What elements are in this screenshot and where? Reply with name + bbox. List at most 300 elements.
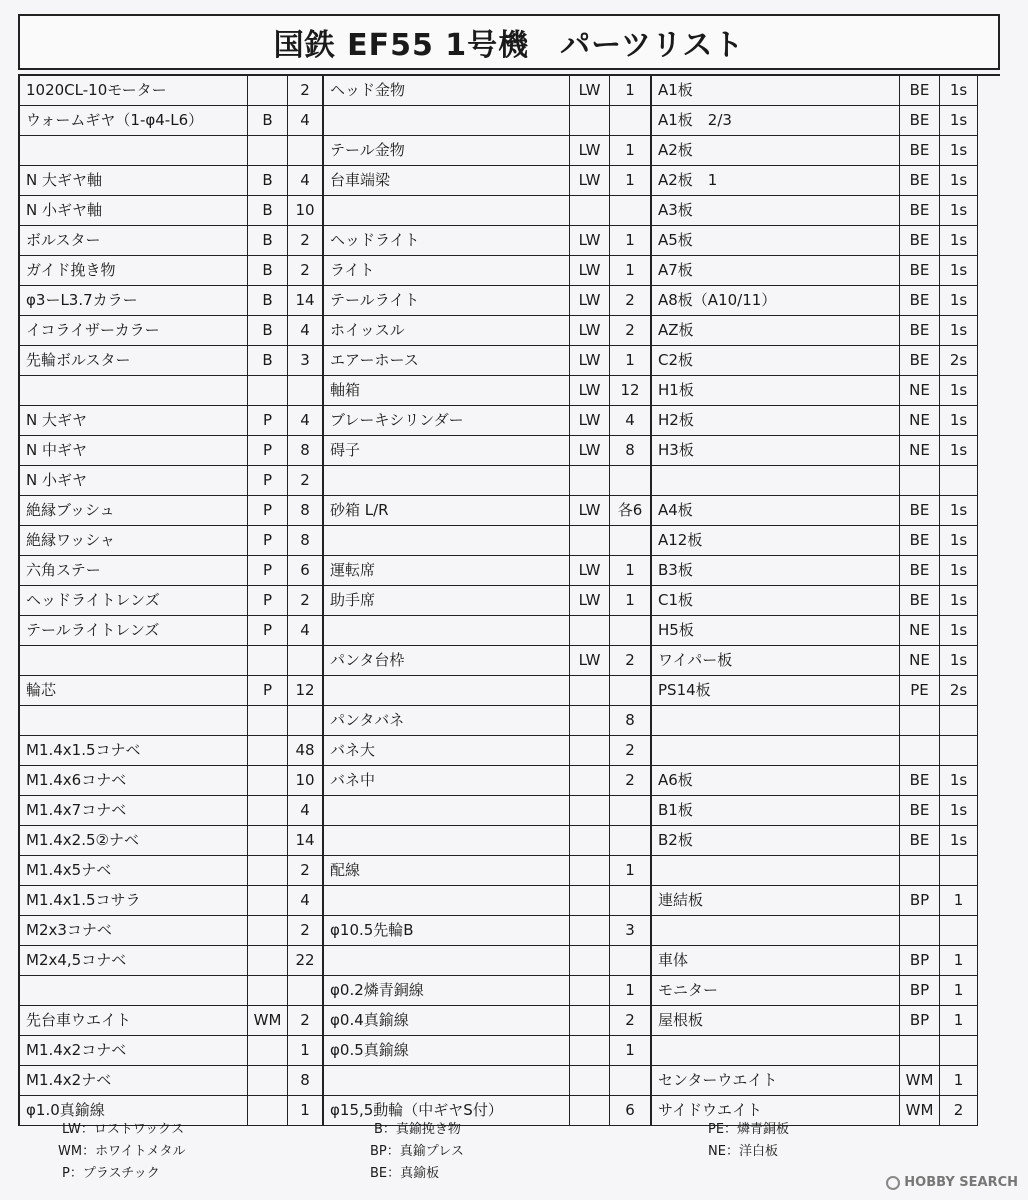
part-name-cell: サイドウエイト <box>652 1096 900 1126</box>
part-qty-cell: 2s <box>940 676 978 706</box>
part-qty-cell: 1 <box>288 1096 324 1126</box>
part-name-cell: 屋根板 <box>652 1006 900 1036</box>
watermark-text: HOBBY SEARCH <box>904 1175 1018 1190</box>
part-name-cell: M1.4x5ナベ <box>20 856 248 886</box>
part-mat-cell: B <box>248 346 288 376</box>
part-name-cell <box>20 706 248 736</box>
part-name-cell: テールライトレンズ <box>20 616 248 646</box>
part-mat-cell: WM <box>900 1096 940 1126</box>
part-mat-cell <box>900 856 940 886</box>
part-name-cell <box>324 796 570 826</box>
part-mat-cell: LW <box>570 226 610 256</box>
legend-wm: WM：ホワイトメタル <box>58 1144 186 1159</box>
part-mat-cell <box>248 886 288 916</box>
part-mat-cell <box>570 796 610 826</box>
part-mat-cell: BE <box>900 556 940 586</box>
part-mat-cell: BE <box>900 226 940 256</box>
part-mat-cell: B <box>248 316 288 346</box>
part-qty-cell: 1 <box>940 976 978 1006</box>
part-mat-cell <box>248 1066 288 1096</box>
part-name-cell: A2板 1 <box>652 166 900 196</box>
part-mat-cell: LW <box>570 76 610 106</box>
part-name-cell: φ0.5真鍮線 <box>324 1036 570 1066</box>
part-mat-cell: BE <box>900 316 940 346</box>
part-qty-cell: 1 <box>610 226 652 256</box>
part-name-cell <box>652 706 900 736</box>
part-name-cell <box>324 616 570 646</box>
part-qty-cell <box>288 646 324 676</box>
legend-p: P：プラスチック <box>62 1166 160 1181</box>
part-mat-cell: LW <box>570 316 610 346</box>
hobby-search-logo-icon <box>886 1176 900 1190</box>
part-mat-cell <box>900 466 940 496</box>
part-qty-cell: 8 <box>610 436 652 466</box>
part-qty-cell: 2 <box>288 856 324 886</box>
part-name-cell: モニター <box>652 976 900 1006</box>
part-name-cell: H2板 <box>652 406 900 436</box>
part-mat-cell: BE <box>900 166 940 196</box>
part-mat-cell <box>570 976 610 1006</box>
part-name-cell <box>324 466 570 496</box>
part-name-cell: A3板 <box>652 196 900 226</box>
part-name-cell: 助手席 <box>324 586 570 616</box>
part-mat-cell: LW <box>570 166 610 196</box>
part-mat-cell <box>570 826 610 856</box>
part-qty-cell: 2 <box>610 286 652 316</box>
part-qty-cell <box>288 976 324 1006</box>
part-mat-cell <box>900 1036 940 1066</box>
part-name-cell <box>652 736 900 766</box>
part-mat-cell: B <box>248 286 288 316</box>
part-name-cell: C1板 <box>652 586 900 616</box>
part-qty-cell: 1s <box>940 526 978 556</box>
part-qty-cell: 4 <box>288 616 324 646</box>
part-mat-cell <box>248 976 288 1006</box>
part-mat-cell: P <box>248 436 288 466</box>
part-mat-cell: NE <box>900 406 940 436</box>
part-name-cell: A1板 <box>652 76 900 106</box>
part-name-cell: ヘッドライトレンズ <box>20 586 248 616</box>
part-qty-cell: 48 <box>288 736 324 766</box>
part-name-cell: φ0.2燐青銅線 <box>324 976 570 1006</box>
part-qty-cell <box>940 706 978 736</box>
part-name-cell: イコライザーカラー <box>20 316 248 346</box>
part-name-cell: 配線 <box>324 856 570 886</box>
part-mat-cell: LW <box>570 286 610 316</box>
part-name-cell: B3板 <box>652 556 900 586</box>
part-name-cell <box>324 196 570 226</box>
part-name-cell: A6板 <box>652 766 900 796</box>
part-name-cell: B1板 <box>652 796 900 826</box>
part-mat-cell: BE <box>900 256 940 286</box>
part-name-cell: エアーホース <box>324 346 570 376</box>
part-qty-cell: 4 <box>288 166 324 196</box>
part-name-cell: φ0.4真鍮線 <box>324 1006 570 1036</box>
part-qty-cell: 1 <box>610 256 652 286</box>
part-name-cell: 先台車ウエイト <box>20 1006 248 1036</box>
part-mat-cell <box>570 466 610 496</box>
part-name-cell: φ10.5先輪B <box>324 916 570 946</box>
part-name-cell: N 中ギヤ <box>20 436 248 466</box>
part-qty-cell: 4 <box>288 316 324 346</box>
part-mat-cell <box>570 676 610 706</box>
part-mat-cell: P <box>248 586 288 616</box>
part-mat-cell <box>248 826 288 856</box>
part-mat-cell <box>900 706 940 736</box>
part-qty-cell: 3 <box>288 346 324 376</box>
part-qty-cell: 1 <box>610 136 652 166</box>
part-mat-cell: P <box>248 466 288 496</box>
part-name-cell: 車体 <box>652 946 900 976</box>
part-name-cell: N 大ギヤ軸 <box>20 166 248 196</box>
part-mat-cell: P <box>248 556 288 586</box>
part-mat-cell: B <box>248 196 288 226</box>
part-name-cell: AZ板 <box>652 316 900 346</box>
part-name-cell: パンタ台枠 <box>324 646 570 676</box>
part-mat-cell <box>570 766 610 796</box>
part-mat-cell: BE <box>900 136 940 166</box>
part-qty-cell: 8 <box>288 436 324 466</box>
part-qty-cell: 2 <box>288 586 324 616</box>
part-mat-cell: BP <box>900 946 940 976</box>
part-qty-cell <box>940 856 978 886</box>
part-name-cell: ヘッド金物 <box>324 76 570 106</box>
legend-pe: PE：燐青銅板 <box>708 1122 790 1137</box>
part-name-cell: H1板 <box>652 376 900 406</box>
part-name-cell <box>20 136 248 166</box>
part-name-cell: 連結板 <box>652 886 900 916</box>
part-name-cell: C2板 <box>652 346 900 376</box>
part-name-cell <box>324 526 570 556</box>
part-mat-cell <box>570 1036 610 1066</box>
part-qty-cell: 10 <box>288 196 324 226</box>
part-name-cell <box>324 1066 570 1096</box>
part-name-cell <box>652 466 900 496</box>
part-mat-cell: BE <box>900 346 940 376</box>
part-qty-cell: 2 <box>288 916 324 946</box>
part-mat-cell: LW <box>570 406 610 436</box>
part-qty-cell <box>610 196 652 226</box>
part-mat-cell: BP <box>900 886 940 916</box>
part-qty-cell: 2 <box>288 76 324 106</box>
part-qty-cell: 2 <box>610 646 652 676</box>
part-mat-cell <box>248 796 288 826</box>
part-name-cell <box>324 826 570 856</box>
part-qty-cell: 1s <box>940 766 978 796</box>
part-mat-cell: B <box>248 256 288 286</box>
part-name-cell: ウォームギヤ（1-φ4-L6） <box>20 106 248 136</box>
part-mat-cell: LW <box>570 346 610 376</box>
part-qty-cell: 2 <box>288 226 324 256</box>
part-name-cell: A5板 <box>652 226 900 256</box>
part-name-cell: ボルスター <box>20 226 248 256</box>
part-mat-cell <box>248 856 288 886</box>
part-name-cell: ガイド挽き物 <box>20 256 248 286</box>
part-name-cell: テールライト <box>324 286 570 316</box>
part-name-cell: ホイッスル <box>324 316 570 346</box>
part-mat-cell: LW <box>570 556 610 586</box>
part-name-cell: H3板 <box>652 436 900 466</box>
part-mat-cell <box>900 736 940 766</box>
part-qty-cell <box>940 466 978 496</box>
part-qty-cell: 2 <box>610 736 652 766</box>
part-mat-cell <box>570 916 610 946</box>
part-qty-cell: 1s <box>940 226 978 256</box>
part-qty-cell: 2 <box>288 256 324 286</box>
part-qty-cell: 6 <box>288 556 324 586</box>
part-mat-cell: BE <box>900 196 940 226</box>
part-name-cell <box>324 676 570 706</box>
part-name-cell: B2板 <box>652 826 900 856</box>
part-mat-cell: B <box>248 106 288 136</box>
part-name-cell <box>324 106 570 136</box>
part-mat-cell: NE <box>900 436 940 466</box>
part-name-cell: 絶縁ブッシュ <box>20 496 248 526</box>
part-name-cell: A2板 <box>652 136 900 166</box>
material-legend <box>18 1118 1000 1188</box>
part-mat-cell: P <box>248 616 288 646</box>
part-mat-cell <box>570 856 610 886</box>
part-qty-cell: 2 <box>288 466 324 496</box>
part-mat-cell: P <box>248 676 288 706</box>
part-name-cell: M1.4x7コナベ <box>20 796 248 826</box>
part-mat-cell: BE <box>900 796 940 826</box>
part-mat-cell: WM <box>248 1006 288 1036</box>
part-qty-cell <box>610 796 652 826</box>
parts-table <box>18 74 1000 1126</box>
part-qty-cell: 1s <box>940 826 978 856</box>
part-mat-cell <box>570 946 610 976</box>
part-name-cell: 輪芯 <box>20 676 248 706</box>
part-qty-cell: 1 <box>610 586 652 616</box>
part-mat-cell: B <box>248 166 288 196</box>
part-mat-cell <box>248 946 288 976</box>
part-name-cell: 運転席 <box>324 556 570 586</box>
parts-list-sheet <box>18 14 1000 1126</box>
part-qty-cell: 1 <box>288 1036 324 1066</box>
part-qty-cell: 1 <box>940 1006 978 1036</box>
part-mat-cell <box>248 376 288 406</box>
part-qty-cell: 12 <box>288 676 324 706</box>
part-name-cell <box>324 886 570 916</box>
part-mat-cell: BE <box>900 766 940 796</box>
part-mat-cell: PE <box>900 676 940 706</box>
part-qty-cell: 1 <box>940 886 978 916</box>
part-name-cell: バネ中 <box>324 766 570 796</box>
part-qty-cell: 1s <box>940 76 978 106</box>
part-name-cell: 台車端梁 <box>324 166 570 196</box>
legend-bp: BP：真鍮プレス <box>370 1144 464 1159</box>
part-mat-cell: BE <box>900 286 940 316</box>
part-qty-cell: 1s <box>940 646 978 676</box>
part-name-cell: PS14板 <box>652 676 900 706</box>
legend-be: BE：真鍮板 <box>370 1166 440 1181</box>
part-mat-cell <box>900 916 940 946</box>
part-mat-cell: LW <box>570 436 610 466</box>
part-mat-cell: P <box>248 526 288 556</box>
part-mat-cell: BE <box>900 106 940 136</box>
part-mat-cell: LW <box>570 586 610 616</box>
part-qty-cell: 1 <box>610 346 652 376</box>
part-qty-cell: 2 <box>610 316 652 346</box>
part-name-cell: N 大ギヤ <box>20 406 248 436</box>
part-qty-cell <box>610 946 652 976</box>
part-mat-cell: LW <box>570 496 610 526</box>
part-name-cell: ワイパー板 <box>652 646 900 676</box>
part-name-cell: M1.4x1.5コナベ <box>20 736 248 766</box>
part-name-cell: 先輪ボルスター <box>20 346 248 376</box>
part-qty-cell <box>288 136 324 166</box>
part-qty-cell: 1s <box>940 256 978 286</box>
part-name-cell: ヘッドライト <box>324 226 570 256</box>
part-mat-cell <box>570 736 610 766</box>
part-mat-cell: P <box>248 496 288 526</box>
part-name-cell: M2x3コナベ <box>20 916 248 946</box>
part-mat-cell <box>248 1036 288 1066</box>
part-qty-cell: 14 <box>288 826 324 856</box>
part-qty-cell <box>610 826 652 856</box>
part-mat-cell: BE <box>900 496 940 526</box>
part-mat-cell <box>570 1006 610 1036</box>
part-qty-cell: 1 <box>940 946 978 976</box>
part-name-cell: M2x4,5コナベ <box>20 946 248 976</box>
part-mat-cell <box>248 136 288 166</box>
part-name-cell <box>652 916 900 946</box>
part-qty-cell: 1 <box>610 856 652 886</box>
part-name-cell <box>20 376 248 406</box>
part-mat-cell: P <box>248 406 288 436</box>
part-qty-cell: 2 <box>288 1006 324 1036</box>
part-qty-cell <box>610 526 652 556</box>
part-name-cell <box>652 1036 900 1066</box>
part-qty-cell: 1s <box>940 406 978 436</box>
part-qty-cell: 8 <box>288 526 324 556</box>
part-name-cell <box>652 856 900 886</box>
part-mat-cell: LW <box>570 646 610 676</box>
part-qty-cell: 1 <box>610 76 652 106</box>
part-mat-cell: NE <box>900 616 940 646</box>
part-qty-cell <box>610 616 652 646</box>
part-name-cell: M1.4x1.5コサラ <box>20 886 248 916</box>
part-qty-cell <box>940 736 978 766</box>
part-name-cell: φ3ーL3.7カラー <box>20 286 248 316</box>
part-qty-cell: 8 <box>610 706 652 736</box>
part-name-cell: M1.4x6コナベ <box>20 766 248 796</box>
part-qty-cell: 4 <box>288 796 324 826</box>
part-name-cell <box>324 946 570 976</box>
part-mat-cell <box>570 106 610 136</box>
part-name-cell <box>20 976 248 1006</box>
part-qty-cell: 1s <box>940 136 978 166</box>
part-qty-cell: 1s <box>940 556 978 586</box>
part-name-cell <box>20 646 248 676</box>
part-qty-cell <box>610 106 652 136</box>
part-mat-cell: NE <box>900 646 940 676</box>
page-title: 国鉄 EF55 1号機 パーツリスト <box>18 14 1000 70</box>
part-qty-cell: 4 <box>288 886 324 916</box>
part-mat-cell: BE <box>900 826 940 856</box>
part-mat-cell: LW <box>570 256 610 286</box>
part-name-cell: A8板（A10/11） <box>652 286 900 316</box>
part-qty-cell <box>940 916 978 946</box>
part-name-cell: A4板 <box>652 496 900 526</box>
part-qty-cell: 2 <box>610 766 652 796</box>
part-mat-cell: BE <box>900 76 940 106</box>
part-mat-cell <box>248 766 288 796</box>
part-qty-cell: 12 <box>610 376 652 406</box>
part-name-cell: ブレーキシリンダー <box>324 406 570 436</box>
part-name-cell: M1.4x2コナベ <box>20 1036 248 1066</box>
part-mat-cell <box>248 76 288 106</box>
part-name-cell: A1板 2/3 <box>652 106 900 136</box>
part-name-cell: 砂箱 L/R <box>324 496 570 526</box>
part-mat-cell: B <box>248 226 288 256</box>
part-qty-cell: 22 <box>288 946 324 976</box>
legend-b: B：真鍮挽き物 <box>374 1122 461 1137</box>
part-mat-cell: BP <box>900 976 940 1006</box>
part-qty-cell: 10 <box>288 766 324 796</box>
part-qty-cell: 1 <box>610 1036 652 1066</box>
part-mat-cell <box>570 706 610 736</box>
part-qty-cell: 4 <box>288 406 324 436</box>
part-qty-cell: 4 <box>288 106 324 136</box>
part-qty-cell: 1 <box>610 556 652 586</box>
part-qty-cell <box>288 706 324 736</box>
part-qty-cell: 1s <box>940 796 978 826</box>
part-qty-cell: 1s <box>940 166 978 196</box>
part-name-cell: 絶縁ワッシャ <box>20 526 248 556</box>
part-mat-cell <box>248 706 288 736</box>
part-qty-cell: 14 <box>288 286 324 316</box>
part-mat-cell: LW <box>570 136 610 166</box>
part-name-cell: ライト <box>324 256 570 286</box>
part-name-cell: 六角ステー <box>20 556 248 586</box>
part-mat-cell <box>248 916 288 946</box>
part-mat-cell: NE <box>900 376 940 406</box>
part-name-cell: H5板 <box>652 616 900 646</box>
part-name-cell: M1.4x2ナベ <box>20 1066 248 1096</box>
part-qty-cell: 1 <box>610 976 652 1006</box>
part-qty-cell: 1s <box>940 496 978 526</box>
part-qty-cell: 1 <box>940 1066 978 1096</box>
part-qty-cell: 2 <box>940 1096 978 1126</box>
part-name-cell: 碍子 <box>324 436 570 466</box>
part-name-cell: N 小ギヤ軸 <box>20 196 248 226</box>
part-name-cell: テール金物 <box>324 136 570 166</box>
part-qty-cell: 8 <box>288 496 324 526</box>
part-mat-cell: WM <box>900 1066 940 1096</box>
legend-ne: NE：洋白板 <box>708 1144 778 1159</box>
part-qty-cell: 2s <box>940 346 978 376</box>
part-qty-cell <box>610 466 652 496</box>
part-name-cell: 軸箱 <box>324 376 570 406</box>
legend-lw: LW：ロストワックス <box>62 1122 185 1137</box>
part-qty-cell: 1s <box>940 196 978 226</box>
part-qty-cell <box>610 886 652 916</box>
part-mat-cell <box>570 1066 610 1096</box>
part-qty-cell: 8 <box>288 1066 324 1096</box>
part-qty-cell: 4 <box>610 406 652 436</box>
part-name-cell: A7板 <box>652 256 900 286</box>
part-mat-cell <box>248 646 288 676</box>
part-qty-cell: 1s <box>940 436 978 466</box>
part-qty-cell <box>610 676 652 706</box>
part-qty-cell: 1s <box>940 316 978 346</box>
part-name-cell: 1020CL-10モーター <box>20 76 248 106</box>
part-name-cell: パンタバネ <box>324 706 570 736</box>
part-qty-cell <box>940 1036 978 1066</box>
part-mat-cell <box>570 196 610 226</box>
